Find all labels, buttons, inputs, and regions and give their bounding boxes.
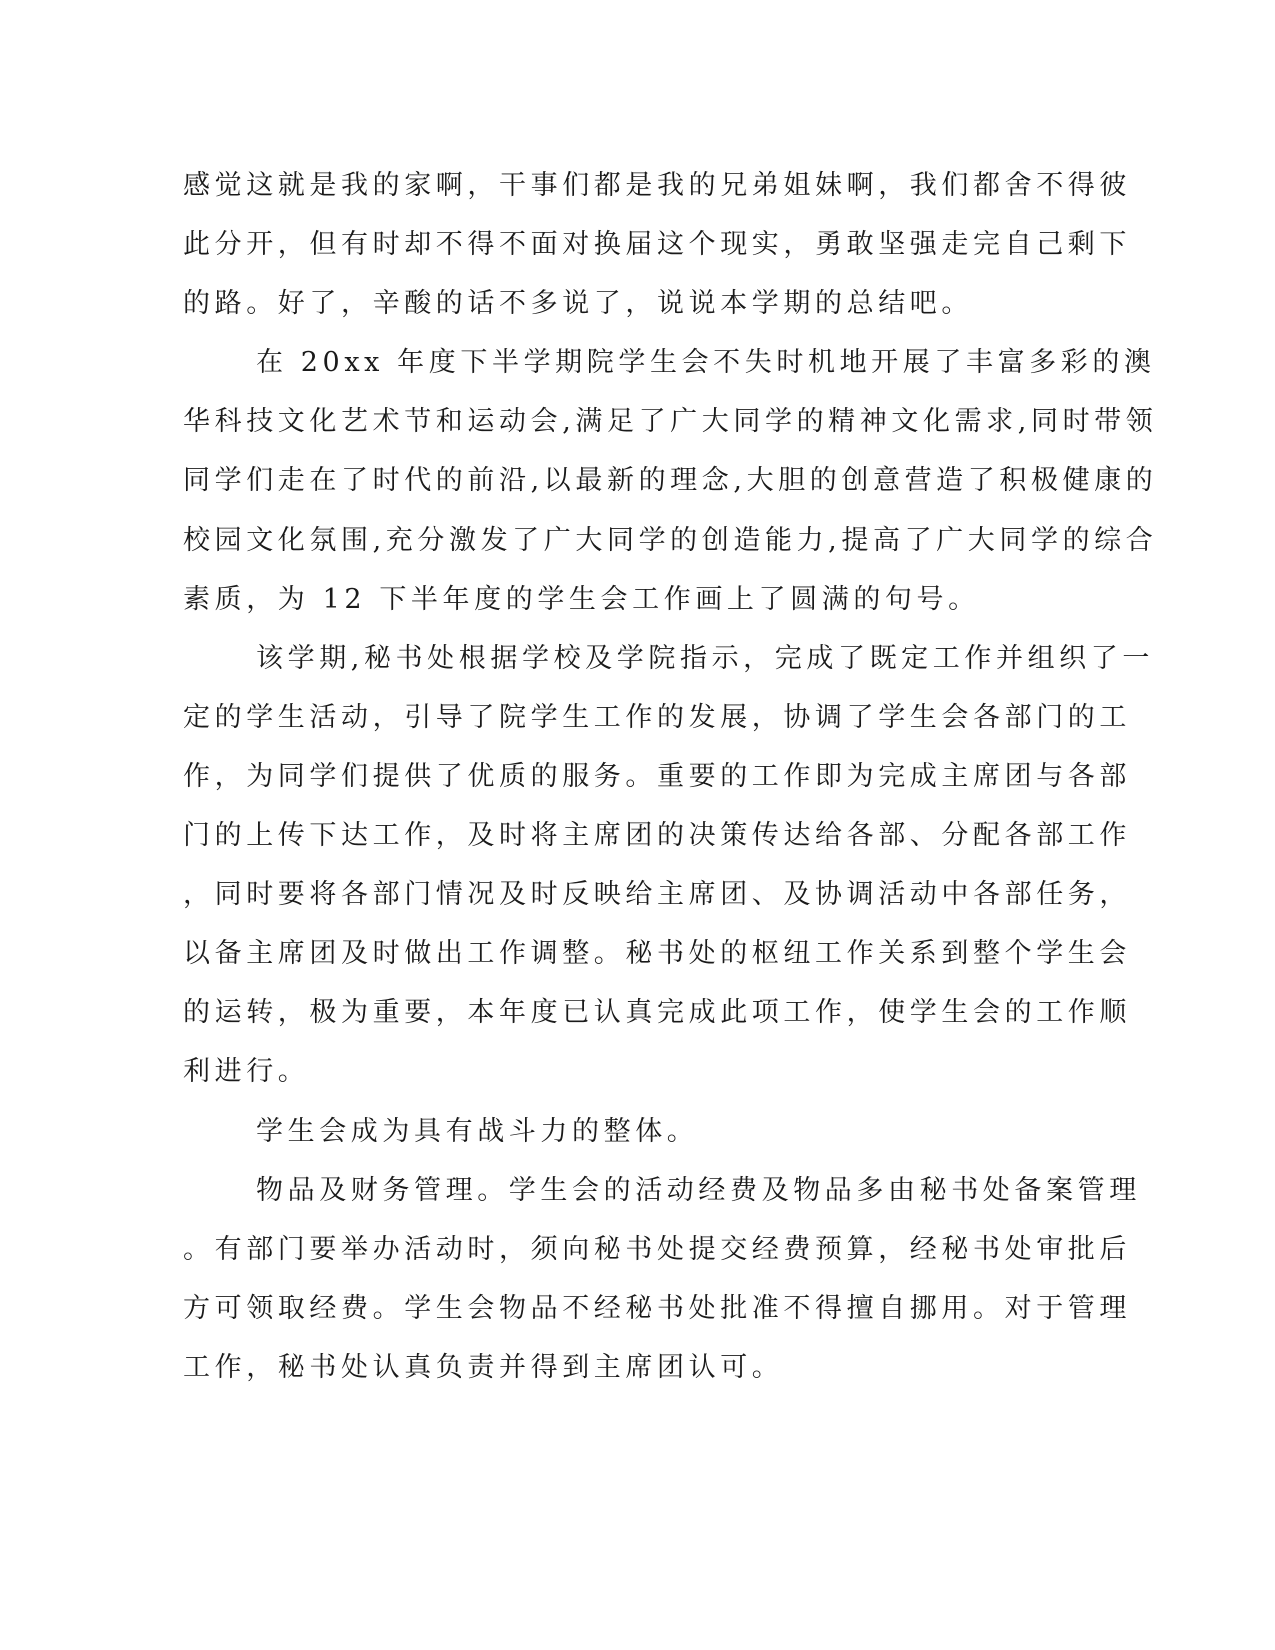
- text-line: 此分开，但有时却不得不面对换届这个现实，勇敢坚强走完自己剩下: [183, 229, 1131, 261]
- text-line: 同学们走在了时代的前沿,以最新的理念,大胆的创意营造了积极健康的: [183, 465, 1158, 497]
- paragraph-first-line: 该学期,秘书处根据学校及学院指示，完成了既定工作并组织了一: [256, 642, 1154, 674]
- document-body: [183, 156, 1158, 1397]
- text-line: 校园文化氛围,充分激发了广大同学的创造能力,提高了广大同学的综合: [183, 524, 1158, 556]
- paragraph-first-line: 学生会成为具有战斗力的整体。: [256, 1115, 699, 1147]
- text-line: 感觉这就是我的家啊，干事们都是我的兄弟姐妹啊，我们都舍不得彼: [183, 170, 1131, 201]
- paragraph-first-line: 物品及财务管理。学生会的活动经费及物品多由秘书处备案管理: [256, 1174, 1141, 1206]
- text-line: 素质，为 12 下半年度的学生会工作画上了圆满的句号。: [183, 583, 980, 615]
- text-line: 华科技文化艺术节和运动会,满足了广大同学的精神文化需求,同时带领: [183, 406, 1158, 438]
- paragraph-first-line: 在 20xx 年度下半学期院学生会不失时机地开展了丰富多彩的澳: [256, 347, 1156, 379]
- text-line: 工作，秘书处认真负责并得到主席团认可。: [183, 1351, 784, 1383]
- text-line: ，同时要将各部门情况及时反映给主席团、及协调活动中各部任务，: [183, 879, 1131, 911]
- text-line: 的运转，极为重要，本年度已认真完成此项工作，使学生会的工作顺: [183, 997, 1131, 1029]
- text-line: 。有部门要举办活动时，须向秘书处提交经费预算，经秘书处审批后: [183, 1233, 1131, 1265]
- text-line: 门的上传下达工作，及时将主席团的决策传达给各部、分配各部工作: [183, 820, 1131, 852]
- text-line: 定的学生活动，引导了院学生工作的发展，协调了学生会各部门的工: [183, 701, 1131, 733]
- text-line: 以备主席团及时做出工作调整。秘书处的枢纽工作关系到整个学生会: [183, 938, 1131, 970]
- text-line: 利进行。: [183, 1056, 310, 1088]
- text-line: 作，为同学们提供了优质的服务。重要的工作即为完成主席团与各部: [183, 760, 1131, 792]
- text-line: 的路。好了，辛酸的话不多说了，说说本学期的总结吧。: [183, 288, 973, 320]
- text-line: 方可领取经费。学生会物品不经秘书处批准不得擅自挪用。对于管理: [183, 1292, 1131, 1324]
